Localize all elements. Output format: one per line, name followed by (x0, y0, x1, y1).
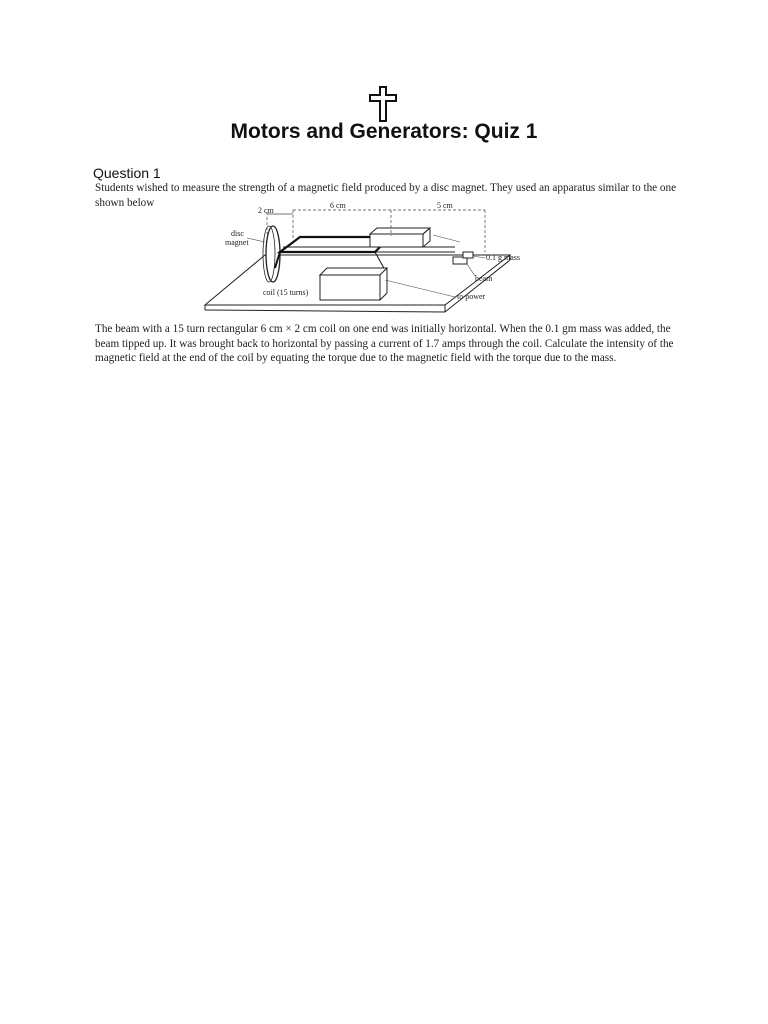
apparatus-diagram (205, 200, 520, 320)
label-6cm: 6 cm (330, 201, 346, 210)
question-heading: Question 1 (93, 165, 161, 181)
label-5cm: 5 cm (437, 201, 453, 210)
label-mass: 0.1 g mass (486, 253, 520, 262)
label-beam: beam (475, 274, 493, 283)
body-paragraph: The beam with a 15 turn rectangular 6 cm × 2 cm coil on one end was initially horizontal. When the 0.1 gm mass was added, the beam tipped up. It was brought back to horizontal by passing a current of 1.7 amps through the coil. Calculate the intensity of the magnetic field at the end of the coil by equating the torque due to the magnetic field with the torque due to the mass. (95, 323, 674, 364)
label-disc: disc (231, 229, 244, 238)
lower-block (320, 268, 387, 275)
label-to-power: to power (457, 292, 486, 301)
label-coil: coil (15 turns) (263, 288, 309, 297)
label-2cm: 2 cm (258, 206, 274, 215)
cross-icon (369, 86, 397, 122)
label-magnet: magnet (225, 238, 249, 247)
pivot-block (370, 228, 430, 234)
intro-paragraph: Students wished to measure the strength of a magnetic field produced by a disc magnet. They used an apparatus similar to the one shown below (95, 182, 677, 209)
page-title: Motors and Generators: Quiz 1 (230, 120, 538, 143)
